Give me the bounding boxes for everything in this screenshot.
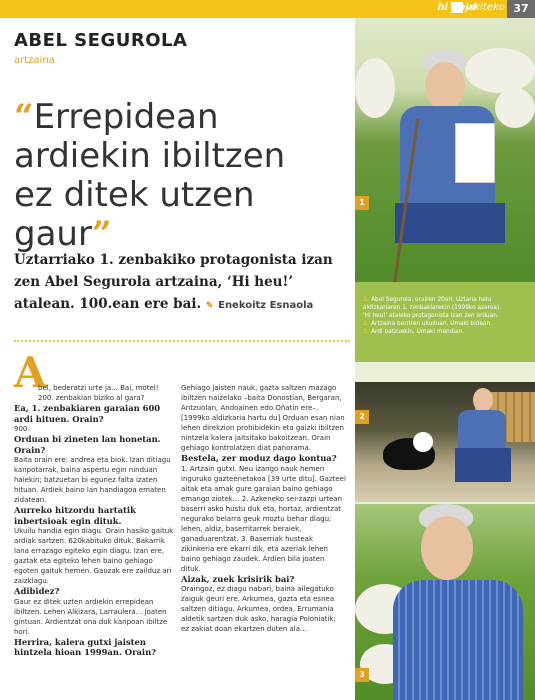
caption-line [363, 312, 529, 320]
interview-answer: Baita orain ere: andrea eta biok. Izan ditiagu kanpotarrak, baina aspertu egin ninduan haiekin; batzuetan bi egunez falta izaten hituan. Ardiek baino lan handiagoa ematen zidatean. [14, 456, 171, 504]
intro-paragraph [14, 249, 350, 317]
close-quote-mark: ” [91, 214, 112, 254]
drop-cap: A [14, 348, 47, 397]
headline-line-2: ardiekin ibiltzen [14, 136, 286, 176]
caption-number: 1. [363, 297, 370, 303]
interview-question: Ea, 1. zenbakiaren garaian 600 ardi hituen. Orain? [14, 403, 161, 424]
interview-answer: 900. [14, 425, 30, 433]
page-number: 37 [507, 0, 535, 18]
caption-line [363, 320, 529, 328]
person-role: artzaina [14, 55, 55, 66]
section-label: jakiteko [451, 2, 505, 13]
open-quote-mark: “ [14, 97, 34, 137]
interview-question: Orduan bi zineten lan honetan. Orain? [14, 434, 161, 455]
interview-answer: bel, bederatzi urte ja... Bai, motel! 200. zenbakian biziko al gara? [38, 384, 159, 402]
caption-text: Artzaina berriren ukuiluan, Umaki bidean. [371, 321, 493, 327]
photo-shepherd-with-sheep [355, 18, 535, 298]
caption-number: 2. [363, 321, 370, 327]
author-name: Enekoitz Esnaola [218, 300, 314, 311]
dotted-divider [14, 340, 350, 342]
photo-badge-2: 2 [355, 410, 369, 424]
interview-answer: 1. Artzain gutxi. Neu izango nauk hemen inguruko gazteenetakoa [39 urte ditu]. Gazteei aitak eta amak gure garaian baino gehiago emango ziotek... 2. Azkeneko sei-zazpi urtean baserri asko hustu duk eta, hortaz, ardientzat negurako belarra geuk moztu behar diagu; lehen, aldiz, baserritarrek beraiek, ganaduarentzat. 3. Baserriak husteak zikinkeria ere ekarri dik, eta azeriak lehen baino gehiago zaudek. Ardien bila joaten dituk. [181, 464, 346, 573]
pencil-icon: ✎ [205, 301, 214, 311]
person-name: ABEL SEGUROLA [14, 30, 188, 51]
magazine-brand: hi heu! [437, 2, 477, 13]
interview-question: Aurreko hitzordu hartatik inbertsioak egin dituk. [14, 505, 136, 526]
photo-shepherd-with-dog [355, 382, 535, 502]
article-column-1 [14, 383, 174, 658]
article-column-2 [181, 383, 346, 634]
interview-answer: Gaur ez ditek uzten ardiekin errepidean ibiltzen. Lehen Alkizara, Larraulera... joaten gintuan. Ardientzat ona duk kanpoan ibiltze hori. [14, 597, 168, 636]
headline-line-3: ez ditek utzen gaur [14, 175, 255, 254]
interview-question: Bestela, zer moduz dago kontua? [181, 453, 337, 463]
photo-badge-1: 1 [355, 196, 369, 210]
interview-answer: Ukuilu handia egin diagu. Orain hasiko gaituk ardiak sartzen. 620kabituko dituk. Bakarrik lana errazago egiteko egin diagu. Izan ere, gaztak eta egiteko lehen baino gehiago egoten gaituk hemen. Gauzak ere zailduz ari zaizkiagu. [14, 527, 174, 585]
caption-number: 3. [363, 329, 370, 335]
headline-line-1: Errepidean [33, 97, 219, 137]
headline-quote [14, 98, 344, 254]
interview-question: Aizak, zuek krisirik bai? [181, 573, 295, 584]
photo-shepherd-portrait [355, 504, 535, 700]
caption-line [363, 328, 529, 336]
photo-caption [355, 282, 535, 362]
intro-text: Uztarriako 1. zenbakiko protagonista izan zen Abel Segurola artzaina, ‘Hi heu!’ atalean. 100.ean ere bai. [14, 252, 333, 312]
caption-text: Abel Segurola, orairen 20ari, Uztaria heiu aldizkariaren 1. zenbakiarekin (1999ko azaroa). [363, 297, 502, 311]
page-header [0, 0, 535, 18]
caption-line [363, 296, 529, 312]
interview-answer: Gehiago jaisten nauk, gazta saltzen mazago ibiltzen naizelako –baita Donostian, Bergaran, Antzuolan, Andoainen edo Oñatin ere–. [1999ko aldizkaria hartu du] Orduan esan nian lehen direkzion prohibidekin eta gaizki ibiltzen nintzela kalera jaitsitako bakoitzean. Orain gehiago kontrolatzen diat panorama. [181, 384, 345, 452]
interview-answer: Oraingoz, ez diagu nabari, baina ailegatuko zaiguk geuri ere. Arkumea, gazta eta esnea saltzen ditiagu. Arkumea, ordea, Errumania aldetik sartzen duk asko, haragia Poloniatik; ez zakiat doan ekartzen duten ala... [181, 585, 336, 633]
interview-question: Herrira, kalera gutxi jaisten hintzela hioan 1999an. Orain? [14, 636, 157, 657]
caption-text: 'Hi heu!' ataleko protagonista izan zen orduan. [363, 313, 499, 319]
photo-badge-3: 3 [355, 668, 369, 682]
interview-question: Adibidez? [14, 586, 60, 596]
caption-text: Ardi batzuekin, Umaki mendian. [371, 329, 465, 335]
